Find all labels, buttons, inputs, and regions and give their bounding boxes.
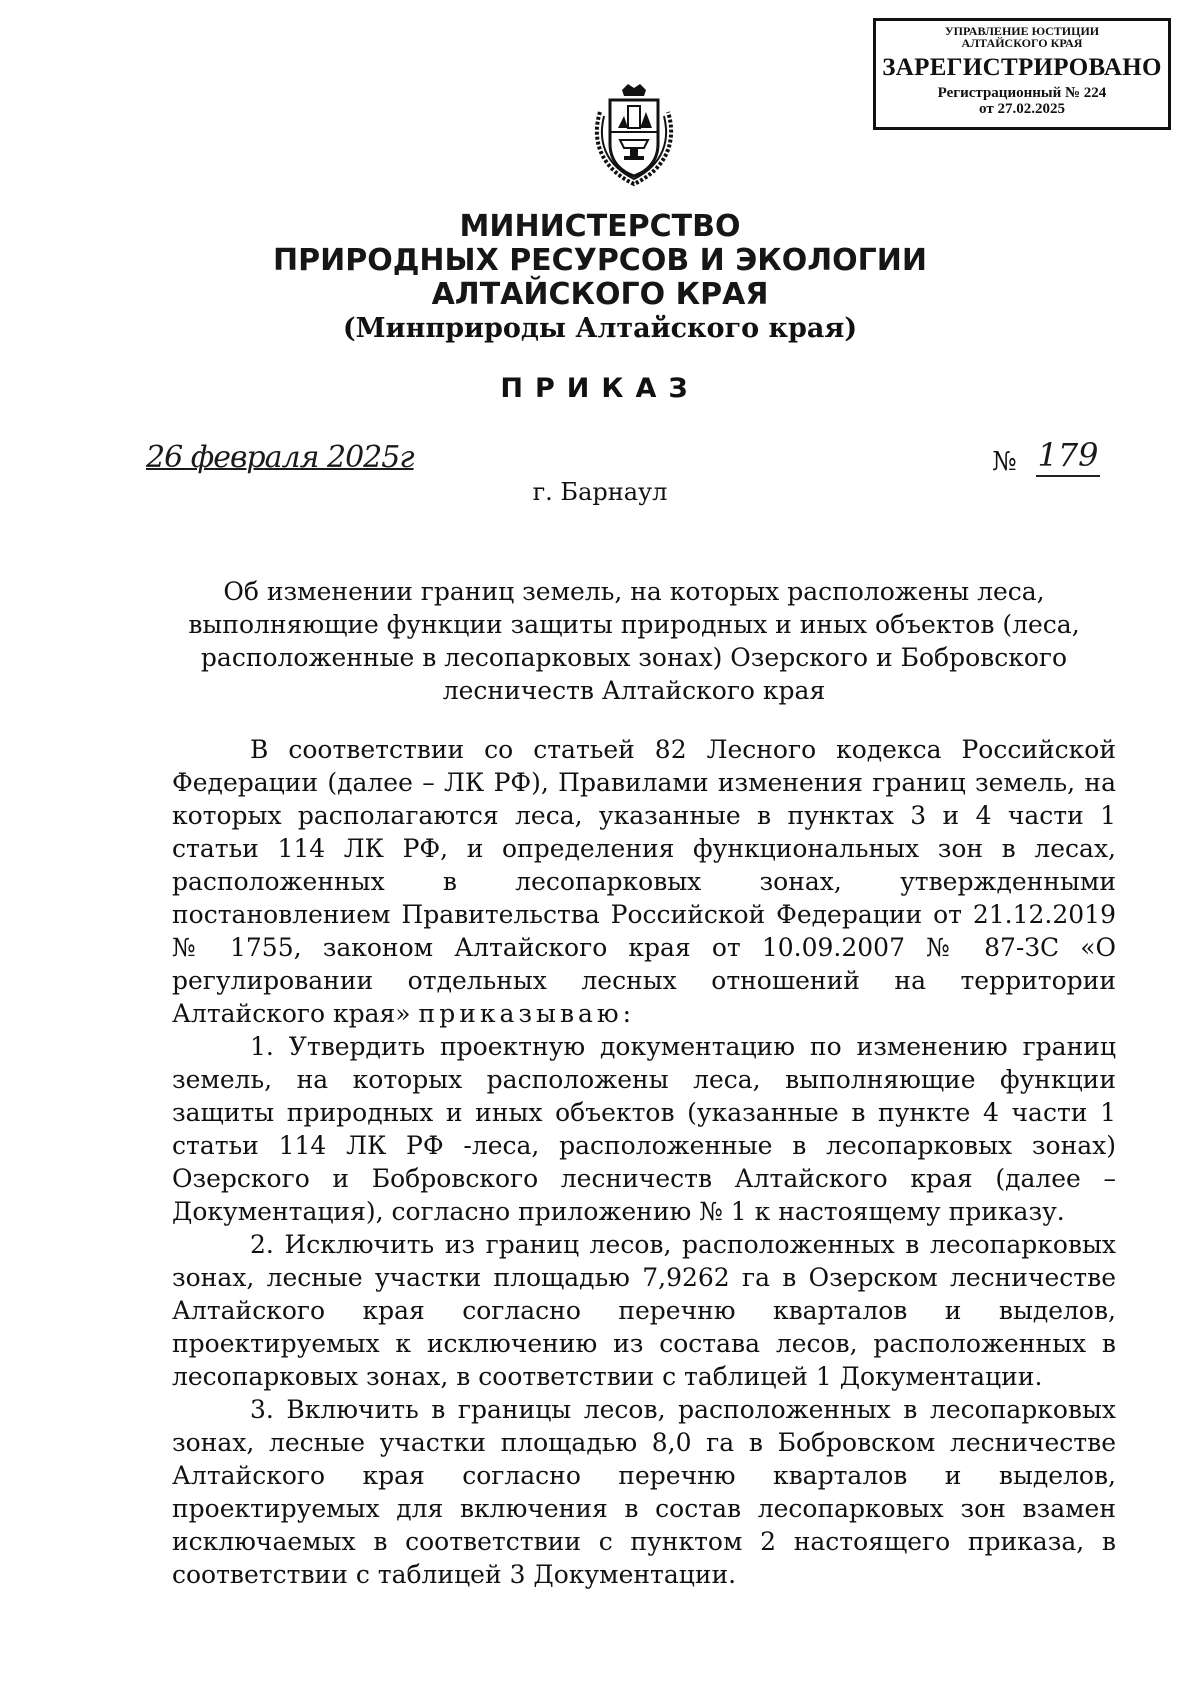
- preamble-paragraph: [172, 733, 1116, 1030]
- order-word: приказываю:: [418, 999, 636, 1028]
- ministry-name-line2: ПРИРОДНЫХ РЕСУРСОВ И ЭКОЛОГИИ: [273, 243, 927, 278]
- order-number-handwritten: 179: [1036, 437, 1100, 477]
- ministry-short-name: (Минприроды Алтайского края): [342, 313, 858, 344]
- order-number-label: №: [992, 447, 1017, 477]
- order-body: [172, 733, 1116, 1591]
- coat-of-arms-icon: [588, 82, 680, 188]
- stamp-org-line1: УПРАВЛЕНИЕ ЮСТИЦИИ: [944, 24, 1100, 38]
- document-type-title: ПРИКАЗ: [500, 373, 700, 404]
- issue-city: г. Барнаул: [532, 478, 668, 506]
- order-item-3: 3. Включить в границы лесов, расположенных в лесопарковых зонах, лесные участки площадью 8,0 га в Бобровском лесничестве Алтайского края согласно перечню кварталов и выделов, проектируемых для включения в состав лесопарковых зон взамен исключаемых в соответствии с пунктом 2 настоящего приказа, в соответствии с таблицей 3 Документации.: [172, 1395, 1116, 1589]
- stamp-reg-date: от 27.02.2025: [979, 101, 1065, 117]
- order-subject: Об изменении границ земель, на которых расположены леса, выполняющие функции защиты природных и иных объектов (леса, расположенные в лесопарковых зонах) Озерского и Бобровского лесничеств Алтайского края: [188, 577, 1080, 705]
- preamble-text: В соответствии со статьей 82 Лесного кодекса Российской Федерации (далее – ЛК РФ), Правилами изменения границ земель, на которых располагаются леса, указанные в пунктах 3 и 4 части 1 статьи 114 ЛК РФ, и определения функциональных зон в лесах, расположенных в лесопарковых зонах, утвержденными постановлением Правительства Российской Федерации от 21.12.2019 № 1755, законом Алтайского края от 10.09.2007 № 87-ЗС «О регулировании отдельных лесных отношений на территории Алтайского края»: [172, 735, 1116, 1028]
- order-item-2: 2. Исключить из границ лесов, расположенных в лесопарковых зонах, лесные участки площадью 7,9262 га в Озерском лесничестве Алтайского края согласно перечню кварталов и выделов, проектируемых к исключению из состава лесов, расположенных в лесопарковых зонах, в соответствии с таблицей 1 Документации.: [172, 1230, 1116, 1391]
- registration-stamp: [873, 18, 1171, 130]
- stamp-org-line2: АЛТАЙСКОГО КРАЯ: [961, 36, 1083, 50]
- ministry-name-line3: АЛТАЙСКОГО КРАЯ: [431, 277, 769, 312]
- order-date-handwritten: 26 февраля 2025г: [146, 440, 414, 475]
- stamp-reg-number: Регистрационный № 224: [937, 85, 1107, 101]
- stamp-status: ЗАРЕГИСТРИРОВАНО: [882, 54, 1162, 81]
- order-item-1: 1. Утвердить проектную документацию по изменению границ земель, на которых расположены леса, выполняющие функции защиты природных и иных объектов (указанные в пункте 4 части 1 статьи 114 ЛК РФ -леса, расположенные в лесопарковых зонах) Озерского и Бобровского лесничеств Алтайского края (далее – Документация), согласно приложению № 1 к настоящему приказу.: [172, 1032, 1116, 1226]
- ministry-name-line1: МИНИСТЕРСТВО: [459, 209, 741, 244]
